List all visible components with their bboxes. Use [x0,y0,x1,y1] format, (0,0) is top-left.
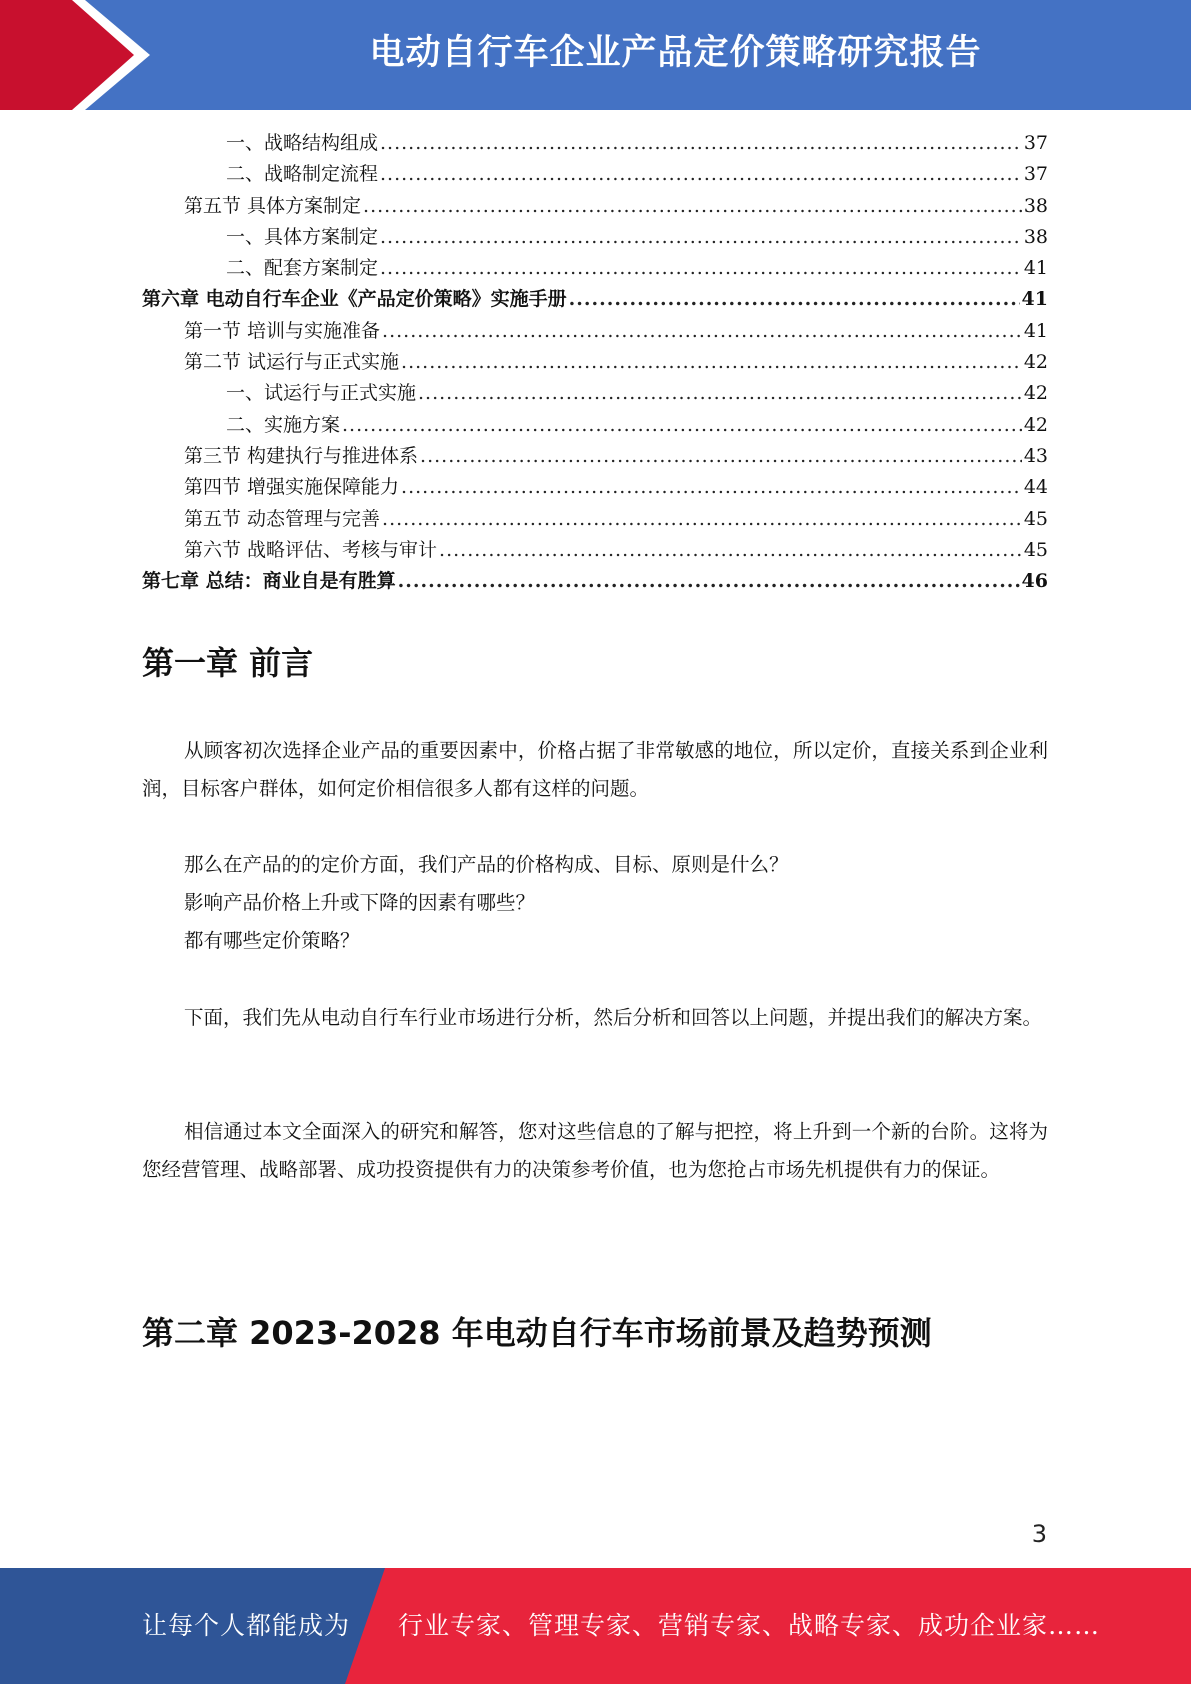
paragraph-text: 下面，我们先从电动自行车行业市场进行分析，然后分析和回答以上问题，并提出我们的解决方案。 [184,1006,1043,1029]
toc-entry[interactable] [142,347,1048,378]
question-line: 都有哪些定价策略？ [184,929,360,952]
toc-entry[interactable] [142,472,1048,503]
toc-entry-label: 二、实施方案 [226,413,341,436]
toc-leader-dots [380,159,1022,190]
toc-entry[interactable] [142,284,1048,315]
paragraph-text: 从顾客初次选择企业产品的重要因素中，价格占据了非常敏感的地位，所以定价，直接关系到企业利润，目标客户群体，如何定价相信很多人都有这样的问题。 [142,739,1048,800]
toc-leader-dots [382,504,1022,535]
toc-entry[interactable] [142,222,1048,253]
toc-entry-label: 二、战略制定流程 [226,163,379,186]
toc-leader-dots [401,472,1022,503]
toc-entry-page: 44 [1023,476,1048,499]
toc-entry[interactable] [142,316,1048,347]
toc-entry-label: 第二节 试运行与正式实施 [184,351,400,374]
toc-entry-page: 41 [1023,319,1048,342]
toc-entry-page: 42 [1023,413,1048,436]
toc-entry-page: 37 [1023,163,1048,186]
intro-paragraph-2 [142,999,1048,1037]
toc-entry[interactable] [142,441,1048,472]
toc-entry-label: 第五节 具体方案制定 [184,194,362,217]
footer-slogan-left: 让每个人都能成为 [142,1611,351,1640]
toc-leader-dots [382,316,1022,347]
toc-leader-dots [439,535,1022,566]
chapter-2-heading: 第二章 2023-2028 年电动自行车市场前景及趋势预测 [142,1314,932,1352]
toc-entry-page: 41 [1021,288,1048,311]
question-list [142,846,1048,960]
toc-entry-label: 第六节 战略评估、考核与审计 [184,538,438,561]
toc-entry-page: 42 [1023,351,1048,374]
toc-leader-dots [380,253,1022,284]
toc-entry[interactable] [142,159,1048,190]
toc-entry-label: 第三节 构建执行与推进体系 [184,444,419,467]
toc-entry-label: 一、战略结构组成 [226,132,379,154]
page-number: 3 [1031,1520,1047,1548]
page-footer [0,1568,1191,1684]
page-header [0,0,1191,110]
toc-entry[interactable] [142,566,1048,597]
toc-entry[interactable] [142,378,1048,409]
toc-leader-dots [398,566,1020,597]
toc-entry-page: 45 [1023,507,1048,530]
toc-leader-dots [569,284,1020,315]
toc-entry-page: 41 [1023,257,1048,280]
toc-entry-page: 42 [1023,382,1048,405]
report-title: 电动自行车企业产品定价策略研究报告 [369,33,982,73]
toc-entry[interactable] [142,128,1048,159]
header-arrow-decoration [0,0,150,110]
toc-entry-label: 第五节 动态管理与完善 [184,507,381,530]
toc-entry-label: 一、具体方案制定 [226,225,379,248]
toc-entry-page: 37 [1023,132,1048,154]
toc-entry-label: 二、配套方案制定 [226,257,379,280]
toc-entry-page: 38 [1023,194,1048,217]
toc-entry[interactable] [142,253,1048,284]
question-line: 那么在产品的的定价方面，我们产品的价格构成、目标、原则是什么？ [184,853,789,876]
toc-entry-page: 38 [1023,225,1048,248]
toc-entry[interactable] [142,535,1048,566]
question-line: 影响产品价格上升或下降的因素有哪些？ [184,891,536,914]
toc-entry-page: 45 [1023,538,1048,561]
toc-entry-label: 第一节 培训与实施准备 [184,319,381,342]
toc-entry[interactable] [142,504,1048,535]
toc-leader-dots [380,128,1022,159]
paragraph-text: 相信通过本文全面深入的研究和解答，您对这些信息的了解与把控，将上升到一个新的台阶。这将为您经营管理、战略部署、成功投资提供有力的决策参考价值，也为您抢占市场先机提供有力的保证。 [142,1120,1048,1181]
toc-leader-dots [342,410,1022,441]
intro-paragraph-3 [142,1113,1048,1189]
toc-entry-page: 46 [1021,570,1048,593]
intro-paragraph-1 [142,732,1048,808]
toc-leader-dots [363,191,1022,222]
toc-entry-page: 43 [1023,444,1048,467]
toc-entry[interactable] [142,410,1048,441]
toc-entry-label: 第四节 增强实施保障能力 [184,476,400,499]
toc-entry-label: 第六章 电动自行车企业《产品定价策略》实施手册 [142,288,567,311]
toc-entry-label: 第七章 总结：商业自是有胜算 [142,570,396,593]
toc-leader-dots [401,347,1022,378]
toc-leader-dots [380,222,1022,253]
toc-leader-dots [420,441,1022,472]
toc-entry[interactable] [142,191,1048,222]
toc-leader-dots [418,378,1022,409]
footer-slogan-right: 行业专家、管理专家、营销专家、战略专家、成功企业家…… [398,1611,1101,1640]
chapter-1-heading: 第一章 前言 [142,644,314,682]
toc-entry-label: 一、试运行与正式实施 [226,382,417,405]
table-of-contents [142,128,1048,597]
